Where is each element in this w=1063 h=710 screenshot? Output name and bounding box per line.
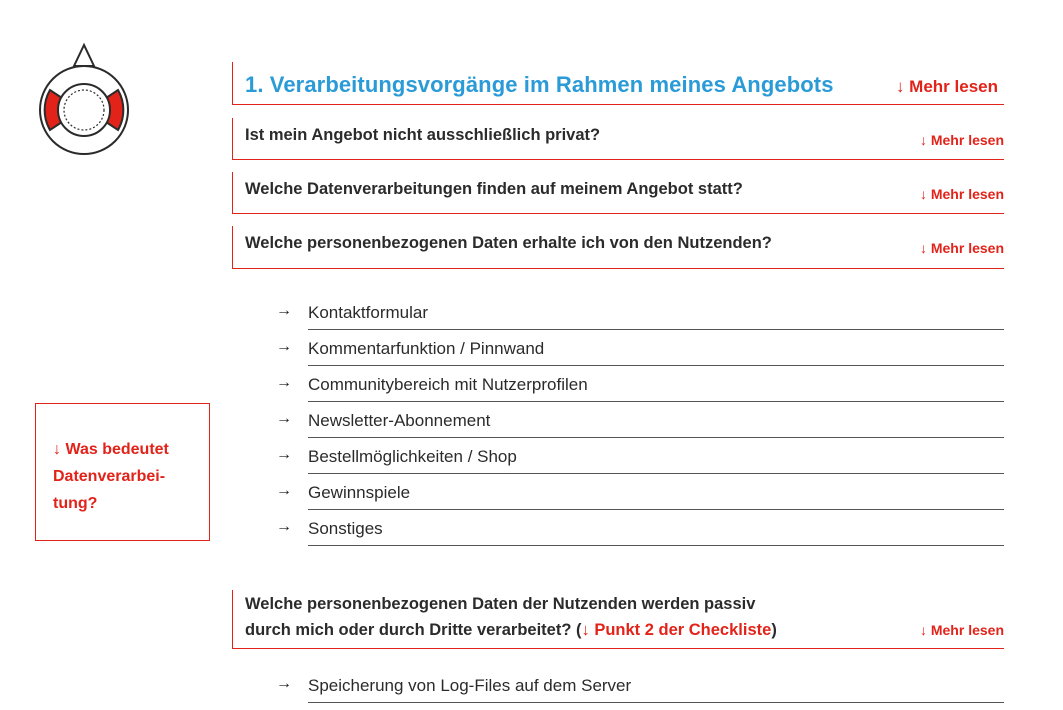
more-link[interactable]: ↓ Mehr lesen	[919, 240, 1004, 256]
more-link[interactable]: ↓ Mehr lesen	[919, 186, 1004, 202]
list-item[interactable]	[276, 294, 1004, 330]
info-box-text	[53, 436, 203, 517]
list-item-label: Gewinnspiele	[308, 483, 411, 502]
list-item-label: Kommentarfunktion / Pinnwand	[308, 339, 545, 358]
info-box-link[interactable]	[35, 403, 210, 541]
list-item[interactable]	[276, 402, 1004, 438]
list-item-label: Kontaktformular	[308, 303, 428, 322]
arrow-right-icon: →	[276, 675, 292, 692]
question-text-part: durch mich oder durch Dritte verarbeitet? (	[245, 621, 582, 639]
question-row	[232, 172, 1004, 214]
list-item[interactable]	[276, 438, 1004, 474]
arrow-right-icon: →	[276, 338, 292, 355]
info-box-line: tung?	[53, 495, 98, 512]
more-link[interactable]: ↓ Mehr lesen	[919, 132, 1004, 148]
question-row	[232, 118, 1004, 160]
list-item[interactable]	[276, 474, 1004, 510]
section-header	[232, 62, 1004, 105]
checklist-ref-link[interactable]: ↓ Punkt 2 der Checkliste	[581, 621, 772, 639]
list-item-label: Communitybereich mit Nutzerprofilen	[308, 375, 588, 394]
arrow-right-icon: →	[276, 446, 292, 463]
arrow-right-icon: →	[276, 482, 292, 499]
arrow-right-icon: →	[276, 410, 292, 427]
divider	[308, 545, 1004, 546]
list-item-label: Speicherung von Log-Files auf dem Server	[308, 676, 632, 695]
more-link[interactable]: ↓ Mehr lesen	[919, 622, 1004, 638]
list-item-label: Newsletter-Abonnement	[308, 411, 491, 430]
question-text-part: )	[771, 621, 777, 639]
lifebuoy-icon	[36, 42, 132, 158]
divider	[308, 702, 1004, 703]
list-item-label: Sonstiges	[308, 519, 383, 538]
info-box-line: Datenverarbei-	[53, 468, 166, 485]
arrow-right-icon: →	[276, 518, 292, 535]
info-box-line: ↓ Was bedeutet	[53, 441, 169, 458]
question-text: Welche personenbezogenen Daten der Nutzenden werden passiv	[245, 595, 756, 613]
question-row	[232, 226, 1004, 269]
question-text: Welche Datenverarbeitungen finden auf meinem Angebot statt?	[245, 180, 743, 198]
question-text	[245, 621, 777, 640]
list-item[interactable]	[276, 510, 1004, 546]
list-item-label: Bestellmöglichkeiten / Shop	[308, 447, 517, 466]
arrow-right-icon: →	[276, 374, 292, 391]
list-item[interactable]	[276, 330, 1004, 366]
arrow-right-icon: →	[276, 302, 292, 319]
passive-items-list	[276, 667, 1004, 703]
data-items-list	[276, 294, 1004, 546]
question-text: Welche personenbezogenen Daten erhalte ich von den Nutzenden?	[245, 234, 772, 252]
list-item[interactable]	[276, 667, 1004, 703]
section-more-link[interactable]: ↓ Mehr lesen	[895, 77, 998, 96]
list-item[interactable]	[276, 366, 1004, 402]
question-row	[232, 590, 1004, 649]
section-title: 1. Verarbeitungsvorgänge im Rahmen meines Angebots	[245, 72, 834, 97]
question-text: Ist mein Angebot nicht ausschließlich privat?	[245, 126, 601, 144]
